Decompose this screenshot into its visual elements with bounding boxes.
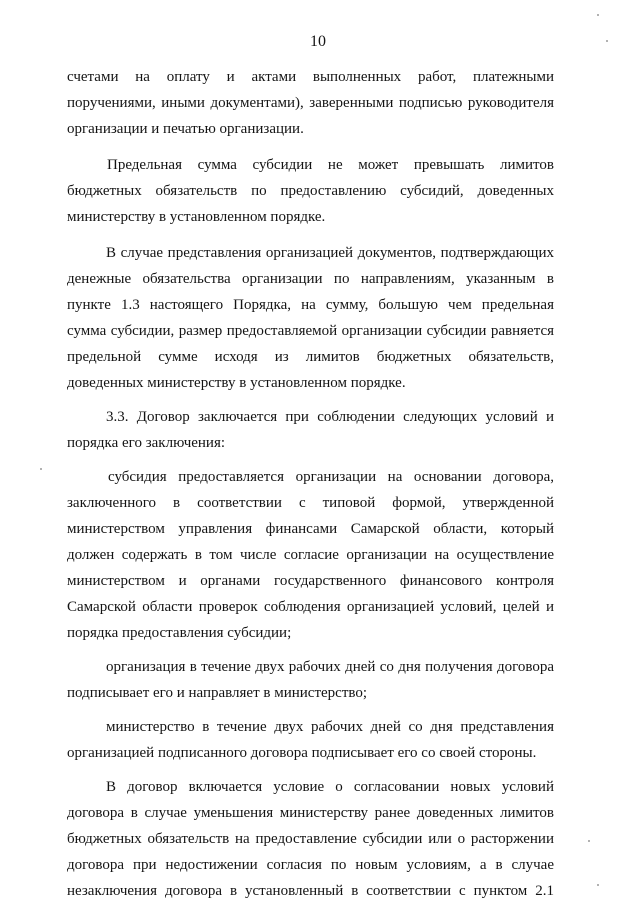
paragraph-line: организации и печатью организации. (67, 121, 304, 137)
paragraph-line: доведенных министерству в установленном порядке. (67, 375, 406, 391)
paragraph-line: денежные обязательства организации по направлениям, указанным в (67, 271, 554, 287)
paragraph-line: должен содержать в том числе согласие организации на осуществление (67, 547, 554, 563)
paragraph-line: договора в случае уменьшения министерству ранее доведенных лимитов (67, 805, 554, 821)
scan-speck (597, 884, 599, 886)
scan-speck (606, 40, 608, 42)
paragraph-line: Самарской области проверок соблюдения организацией условий, целей и (67, 599, 554, 615)
paragraph-line: министерством управления финансами Самарской области, который (67, 521, 554, 537)
paragraph-line: бюджетных обязательств по предоставлению субсидий, доведенных (67, 183, 554, 199)
paragraph-line: организацией подписанного договора подписывает его со своей стороны. (67, 745, 537, 761)
paragraph-line: министерству в установленном порядке. (67, 209, 326, 225)
paragraph-line: сумма субсидии, размер предоставляемой организации субсидии равняется (67, 323, 554, 339)
paragraph-line: договора при недостижении согласия по новым условиям, а в случае (67, 857, 554, 873)
paragraph-3 (67, 240, 554, 396)
paragraph-1 (67, 64, 554, 142)
paragraph-line: 3.3. Договор заключается при соблюдении следующих условий и (106, 409, 554, 425)
scan-speck (588, 840, 590, 842)
paragraph-4 (67, 404, 554, 456)
paragraph-line: министерством и органами государственного финансового контроля (67, 573, 554, 589)
page-body (67, 64, 554, 904)
paragraph-line: пункте 1.3 настоящего Порядка, на сумму, большую чем предельная (67, 297, 554, 313)
paragraph-line: бюджетных обязательств на предоставление субсидии или о расторжении (67, 831, 554, 847)
paragraph-5 (67, 464, 554, 646)
page-number: 10 (310, 33, 326, 50)
paragraph-line: заключенного в соответствии с типовой формой, утвержденной (67, 495, 554, 511)
paragraph-7 (67, 714, 554, 766)
scan-speck (40, 468, 42, 470)
paragraph-line: министерство в течение двух рабочих дней со дня представления (106, 719, 554, 735)
paragraph-line: организация в течение двух рабочих дней со дня получения договора (106, 659, 554, 675)
paragraph-line: В случае представления организацией документов, подтверждающих (106, 245, 554, 261)
paragraph-line: поручениями, иными документами), заверенными подписью руководителя (67, 95, 554, 111)
paragraph-2 (67, 152, 554, 230)
paragraph-line: предельной сумме исходя из лимитов бюджетных обязательств, (67, 349, 554, 365)
paragraph-line: порядка предоставления субсидии; (67, 625, 292, 641)
paragraph-line: подписывает его и направляет в министерство; (67, 685, 368, 701)
paragraph-line: счетами на оплату и актами выполненных работ, платежными (67, 69, 554, 85)
paragraph-line: В договор включается условие о согласовании новых условий (106, 779, 554, 795)
paragraph-line: субсидия предоставляется организации на основании договора, (108, 469, 554, 485)
paragraph-6 (67, 654, 554, 706)
paragraph-8 (67, 774, 554, 904)
paragraph-line: порядка его заключения: (67, 435, 226, 451)
scan-speck (597, 14, 599, 16)
paragraph-line: незаключения договора в установленный в соответствии с пунктом 2.1 (67, 883, 554, 899)
paragraph-line: Предельная сумма субсидии не может превышать лимитов (107, 157, 554, 173)
